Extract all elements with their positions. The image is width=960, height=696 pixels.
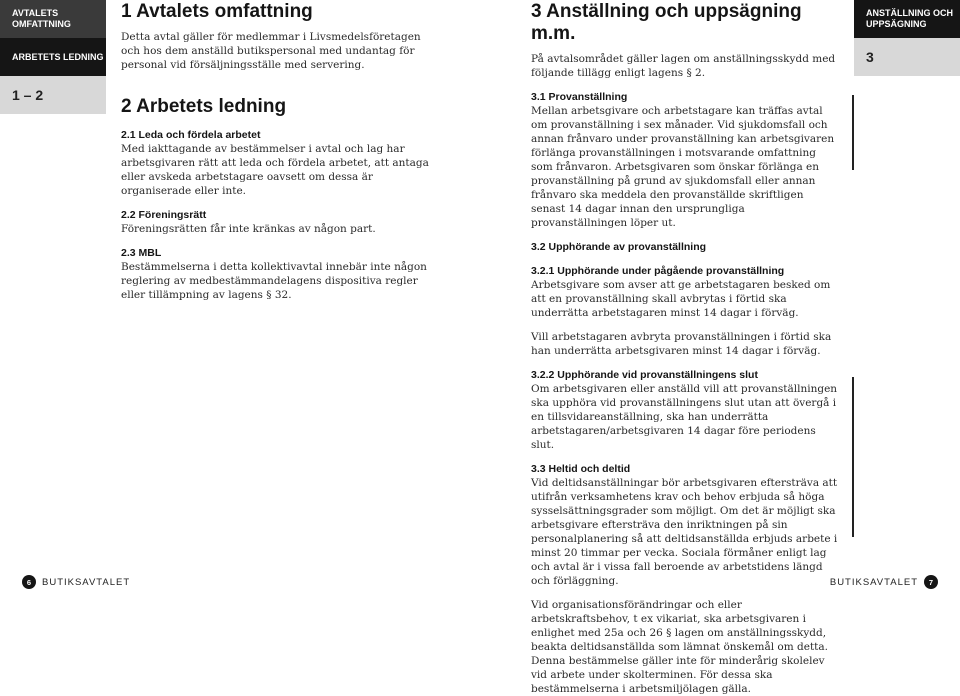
section-2-1-text: Med iakttagande av bestämmelser i avtal och lag har arbetsgivaren rätt att leda och fördela arbetet, att antaga eller avskeda arbetstagare oavsett om dessa är organiserade eller inte.	[121, 143, 429, 197]
tab-section-range	[0, 76, 106, 114]
section-3-3-text-2: Vid organisationsförändringar och eller arbetskraftsbehov, t ex vikariat, ska arbetsgivaren i enlighet med 25a och 26 § lagen om anställningsskydd, beakta deltidsanställda som lämnat önskemål om detta. Denna bestämmelse gäller inte för minderårig skolelev vid arbete under skolterminen. För dessa ska bestämmelserna i arbetsmiljölagen gälla.	[531, 599, 828, 695]
tab-section-number	[854, 38, 960, 76]
section-3-title: 3 Anställning och uppsägning m.m.	[531, 1, 802, 44]
section-2-3-text: Bestämmelserna i detta kollektivavtal innebär inte någon reglering av medbestämmandelagens dispositiva regler eller tillämpning av lagens § 32.	[121, 261, 427, 301]
left-page	[121, 0, 431, 302]
tab-label: AVTALETS OMFATTNING	[12, 8, 71, 29]
footer-publication-label: BUTIKSAVTALET	[42, 576, 131, 588]
section-3-2-title: 3.2 Upphörande av provanställning	[531, 241, 707, 253]
tab-label: 3	[866, 49, 874, 65]
tab-avtalets-omfattning	[0, 0, 106, 38]
tab-anstallning-och-uppsagning	[854, 0, 960, 38]
section-3-2-1-text: Arbetsgivare som avser att ge arbetstagaren besked om att en provanställning skall avbrytas i förtid ska underrätta arbetstagaren minst 14 dagar i förväg.	[531, 279, 831, 319]
tab-arbetets-ledning	[0, 38, 106, 76]
page-number-badge: 6	[22, 575, 36, 589]
right-page	[531, 0, 840, 696]
section-3-intro: På avtalsområdet gäller lagen om anställningsskydd med följande tillägg enligt lagens § 2.	[531, 53, 836, 79]
change-bar	[852, 377, 854, 537]
section-3-3-text: Vid deltidsanställningar bör arbetsgivaren eftersträva att utifrån verksamhetens krav och behov erbjuda så höga sysselsättningsgrader som möjligt. Om det är möjligt ska arbetsgivare eftersträva den inriktningen på sin personalplanering så att deltidsanställda erbjuds arbete i minst 20 timmar per vecka. Sociala förmåner enligt lag och avtal är i vissa fall beroende av arbetstidens längd och förläggning.	[531, 477, 838, 587]
tab-label: ANSTÄLLNING OCH UPPSÄGNING	[866, 8, 953, 29]
section-3-1-text: Mellan arbetsgivare och arbetstagare kan träffas avtal om provanställning i sex månader. Vid sjukdomsfall och annan frånvaro under provanställning kan arbetsgivaren förlänga provanställningen i motsvarande omfattning som frånvaron. Arbetsgivaren som önskar förlänga en provanställning på grund av sjukdomsfall eller annan frånvaro ska meddela den provanställde skriftligen senast 14 dagar innan den ursprungliga provanställningen löper ut.	[531, 105, 835, 229]
footer-publication-label: BUTIKSAVTALET	[829, 576, 918, 588]
footer-right	[830, 571, 938, 593]
change-bar	[852, 95, 854, 170]
section-2-1-title: 2.1 Leda och fördela arbetet	[121, 129, 261, 141]
section-1-text: Detta avtal gäller för medlemmar i Livsmedelsföretagen och hos dem anställd butikspersonal med undantag för personal vid försäljningsställe med servering.	[121, 31, 421, 71]
section-3-3-title: 3.3 Heltid och deltid	[531, 463, 631, 475]
section-3-2-1-title: 3.2.1 Upphörande under pågående provanställning	[531, 265, 785, 277]
section-2-3-title: 2.3 MBL	[121, 247, 162, 259]
tab-label: ARBETETS LEDNING	[12, 51, 104, 62]
page-number-badge: 7	[924, 575, 938, 589]
section-3-2-2-title: 3.2.2 Upphörande vid provanställningens slut	[531, 369, 758, 381]
section-3-2-2-text: Om arbetsgivaren eller anställd vill att provanställningen ska upphöra vid provanställningens slut utan att övergå i en tillsvidareanställning, ska han underrätta arbetstagaren/arbetsgivaren 14 dagar före periodens slut.	[531, 383, 838, 451]
section-2-2-title: 2.2 Föreningsrätt	[121, 209, 207, 221]
section-3-2-1-text-2: Vill arbetstagaren avbryta provanställningen i förtid ska han underrätta arbetsgivaren minst 14 dagar i förväg.	[531, 331, 832, 357]
section-3-1-title: 3.1 Provanställning	[531, 91, 628, 103]
tab-label: 1 – 2	[12, 87, 44, 103]
section-2-title: 2 Arbetets ledning	[121, 96, 287, 117]
footer-left	[22, 571, 130, 593]
section-2-2-text: Föreningsrätten får inte kränkas av någon part.	[121, 223, 376, 235]
section-1-title: 1 Avtalets omfattning	[121, 1, 313, 22]
